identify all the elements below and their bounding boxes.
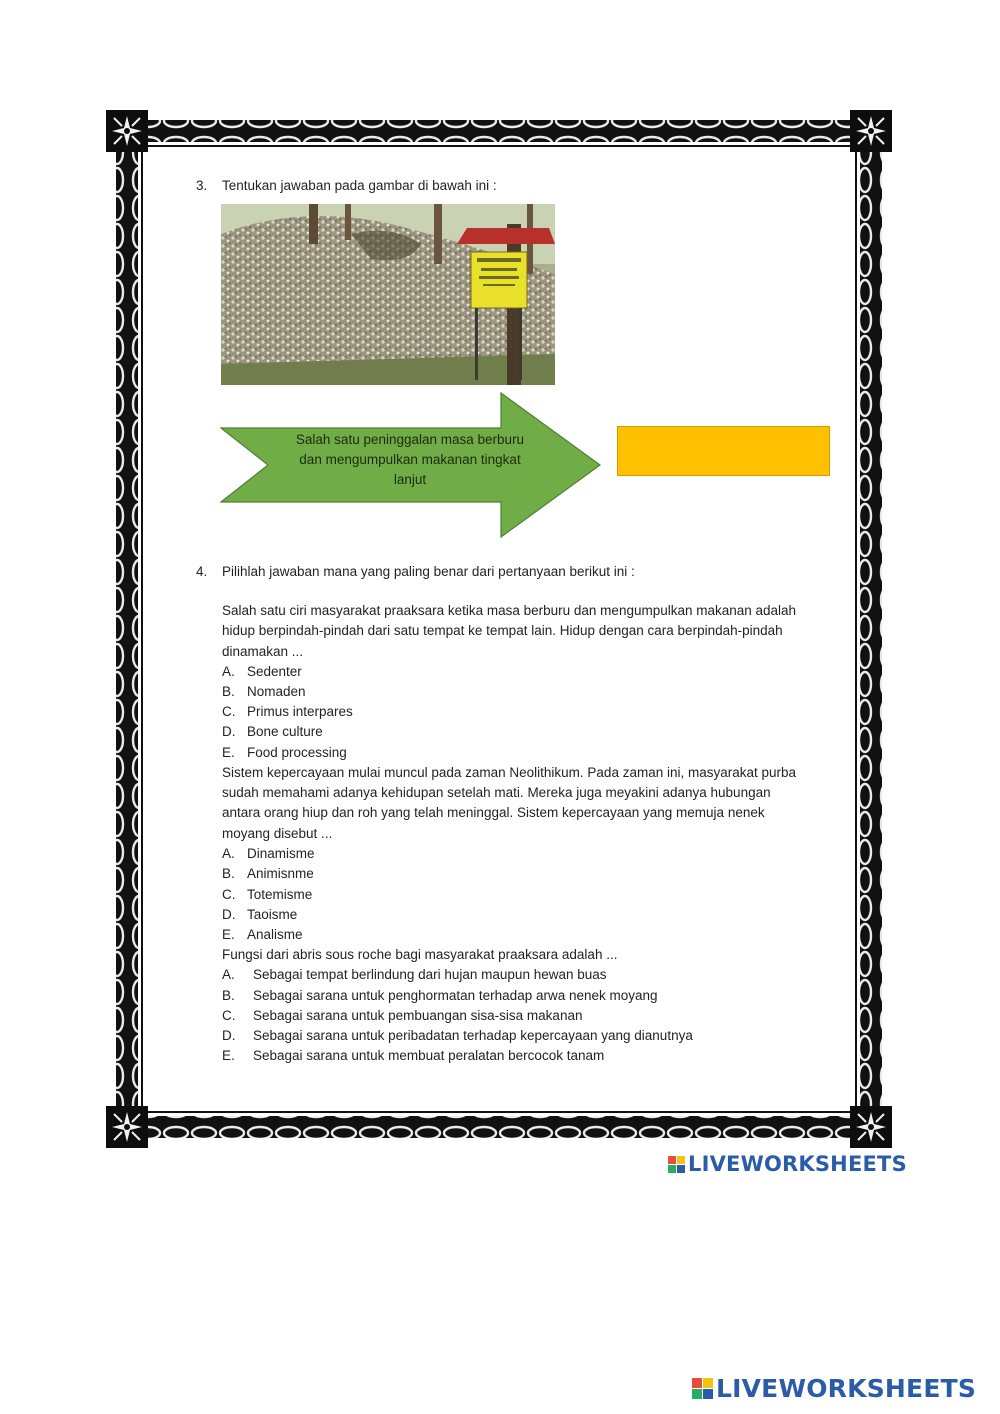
arrow-text-line-3: lanjut bbox=[393, 472, 427, 487]
question-4-prompt: Pilihlah jawaban mana yang paling benar dari pertanyaan berikut ini : bbox=[222, 564, 635, 579]
shell-mound-photo bbox=[221, 204, 555, 385]
liveworksheets-logo-footer bbox=[692, 1374, 976, 1403]
item-3-option-d-letter: D. bbox=[222, 1028, 236, 1043]
item-1-option-d[interactable]: Bone culture bbox=[247, 724, 323, 739]
question-3-number: 3. bbox=[196, 178, 208, 193]
item-3-option-a[interactable]: Sebagai tempat berlindung dari hujan maupun hewan buas bbox=[253, 967, 607, 982]
item-3-option-b-letter: B. bbox=[222, 988, 235, 1003]
question-3-answer-field[interactable] bbox=[617, 426, 830, 476]
liveworksheets-logo-text: LIVEWORKSHEETS bbox=[688, 1152, 907, 1176]
item-1-option-a-letter: A. bbox=[222, 664, 235, 679]
arrow-description-text bbox=[280, 430, 540, 490]
item-3-option-c-letter: C. bbox=[222, 1008, 236, 1023]
liveworksheets-logo-mark-icon bbox=[668, 1156, 685, 1173]
arrow-text-line-2: dan mengumpulkan makanan tingkat bbox=[299, 452, 521, 467]
item-2-option-c-letter: C. bbox=[222, 887, 236, 902]
item-3-option-e[interactable]: Sebagai sarana untuk membuat peralatan bercocok tanam bbox=[253, 1048, 605, 1063]
liveworksheets-logo-text: LIVEWORKSHEETS bbox=[716, 1374, 977, 1403]
item-1-option-d-letter: D. bbox=[222, 724, 236, 739]
item-1-option-e-letter: E. bbox=[222, 745, 235, 760]
description-arrow bbox=[220, 392, 602, 538]
item-1-option-e[interactable]: Food processing bbox=[247, 745, 347, 760]
item-2-option-a-letter: A. bbox=[222, 846, 235, 861]
item-2-question-line: moyang disebut ... bbox=[222, 826, 333, 841]
item-2-option-a[interactable]: Dinamisme bbox=[247, 846, 315, 861]
item-2-option-b-letter: B. bbox=[222, 866, 235, 881]
item-3-option-c[interactable]: Sebagai sarana untuk pembuangan sisa-sisa makanan bbox=[253, 1008, 583, 1023]
question-4-number: 4. bbox=[196, 564, 208, 579]
item-2-question-line: sudah memahami adanya kehidupan setelah mati. Mereka juga meyakini adanya hubungan bbox=[222, 785, 771, 800]
question-3-prompt: Tentukan jawaban pada gambar di bawah ini : bbox=[222, 178, 497, 193]
item-2-option-d-letter: D. bbox=[222, 907, 236, 922]
arrow-text-line-1: Salah satu peninggalan masa berburu bbox=[295, 432, 525, 447]
liveworksheets-logo bbox=[668, 1152, 907, 1176]
liveworksheets-logo-mark-icon bbox=[692, 1378, 713, 1399]
item-1-question-line: dinamakan ... bbox=[222, 644, 304, 659]
item-1-option-b-letter: B. bbox=[222, 684, 235, 699]
item-3-option-b[interactable]: Sebagai sarana untuk penghormatan terhadap arwa nenek moyang bbox=[253, 988, 658, 1003]
item-1-option-a[interactable]: Sedenter bbox=[247, 664, 302, 679]
item-3-option-d[interactable]: Sebagai sarana untuk peribadatan terhadap kepercayaan yang dianutnya bbox=[253, 1028, 693, 1043]
item-2-question-line: Sistem kepercayaan mulai muncul pada zaman Neolithikum. Pada zaman ini, masyarakat purba bbox=[222, 765, 797, 780]
item-3-question-line: Fungsi dari abris sous roche bagi masyarakat praaksara adalah ... bbox=[222, 947, 618, 962]
item-1-option-c-letter: C. bbox=[222, 704, 236, 719]
item-3-option-e-letter: E. bbox=[222, 1048, 235, 1063]
item-2-question-line: antara orang hiup dan roh yang telah meninggal. Sistem kepercayaan yang memuja nenek bbox=[222, 805, 765, 820]
item-1-option-c[interactable]: Primus interpares bbox=[247, 704, 353, 719]
item-2-option-e-letter: E. bbox=[222, 927, 235, 942]
item-2-option-d[interactable]: Taoisme bbox=[247, 907, 298, 922]
item-1-question-line: hidup berpindah-pindah dari satu tempat ke tempat lain. Hidup dengan cara berpindah-pindah bbox=[222, 623, 783, 638]
item-3-option-a-letter: A. bbox=[222, 967, 235, 982]
item-1-question-line: Salah satu ciri masyarakat praaksara ketika masa berburu dan mengumpulkan makanan adalah bbox=[222, 603, 797, 618]
item-2-option-c[interactable]: Totemisme bbox=[247, 887, 313, 902]
item-2-option-b[interactable]: Animisnme bbox=[247, 866, 314, 881]
item-2-option-e[interactable]: Analisme bbox=[247, 927, 303, 942]
item-1-option-b[interactable]: Nomaden bbox=[247, 684, 306, 699]
